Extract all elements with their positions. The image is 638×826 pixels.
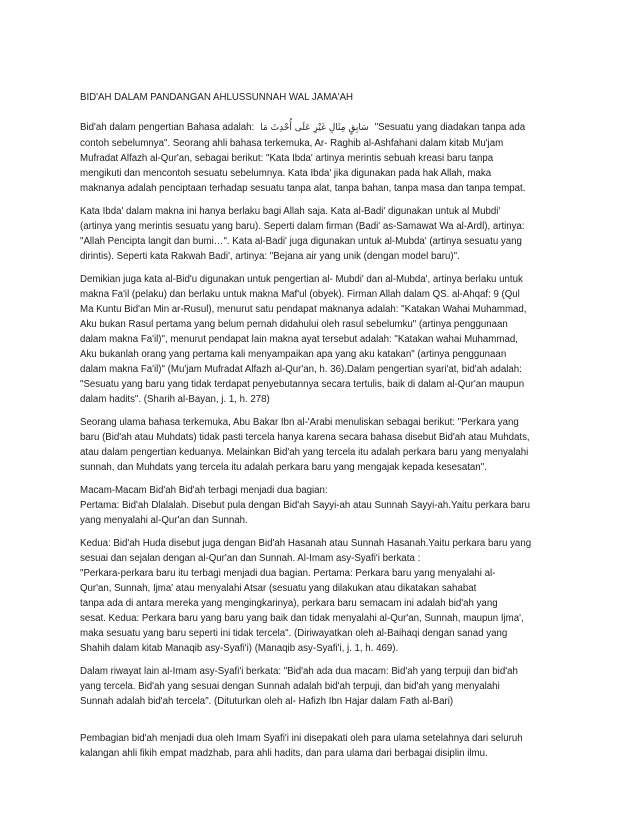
text-line: Aku bukanlah orang yang pertama kali menyampaikan apa yang aku katakan" (artinya penggunaan <box>80 349 507 360</box>
paragraph <box>80 204 560 264</box>
text-line: Seorang ulama bahasa terkemuka, Abu Bakar Ibn al-'Arabi menuliskan sebagai berikut: "Perkara yang <box>80 417 519 428</box>
text-line: "Allah Pencipta langit dan bumi…". Kata al-Badi' juga digunakan untuk al-Mubda' (artinya sesuatu yang <box>80 236 522 247</box>
text-segment: "Sesuatu yang diadakan tanpa ada <box>374 122 526 133</box>
text-line: Aku bukan Rasul pertama yang belum pernah didahului oleh rasul sebelumku" (artinya penggunaan <box>80 319 508 330</box>
text-line: Pembagian bid'ah menjadi dua oleh Imam Syafi'i ini disepakati oleh para ulama setelahnya dari seluruh <box>80 733 523 744</box>
text-line: kalangan ahli fikih empat madzhab, para ahli hadits, dan para ulama dari berbagai disiplin ilmu. <box>80 748 488 759</box>
text-line: Demikian juga kata al-Bid'u digunakan untuk pengertian al- Mubdi' dan al-Mubda', artinya berlaku untuk <box>80 274 523 285</box>
text-line: sesat. Kedua: Perkara baru yang baru yang baik dan tidak menyalahi al-Qur'an, Sunnah, maupun Ijma', <box>80 613 524 624</box>
text-line: Macam-Macam Bid'ah Bid'ah terbagi menjadi dua bagian: <box>80 485 328 496</box>
text-line: dalam makna Fa'il)" (Mu'jam Mufradat Alfazh al-Qur'an, h. 36).Dalam pengertian syari'at, bid'ah adalah: <box>80 364 522 375</box>
text-line: baru (Bid'ah atau Muhdats) tidak pasti tercela hanya karena secara bahasa disebut Bid'ah atau Muhdats, <box>80 432 530 443</box>
paragraph <box>80 272 560 407</box>
paragraph <box>80 664 560 709</box>
text-line: sunnah, dan Muhdats yang tercela itu adalah perkara baru yang mengajak kepada kesesatan". <box>80 462 487 473</box>
text-line: Kedua: Bid'ah Huda disebut juga dengan Bid'ah Hasanah atau Sunnah Hasanah.Yaitu perkara baru yang <box>80 538 532 549</box>
text-line: dirintis). Seperti kata Rakwah Badi', artinya: "Bejana air yang unik (dengan model baru)". <box>80 251 460 262</box>
arabic-phrase: سَابِقٍ مِثَالِ غَيْرِ عَلَى أُحْدِثَ مَا <box>260 123 369 133</box>
text-line: Dalam riwayat lain al-Imam asy-Syafi'i berkata: "Bid'ah ada dua macam: Bid'ah yang terpuji dan bid'ah <box>80 666 518 677</box>
text-line: maka sesuatu yang baru seperti ini tidak tercela". (Diriwayatkan oleh al-Baihaqi dengan sanad yang <box>80 628 508 639</box>
paragraph <box>80 731 560 761</box>
text-line: yang menyalahi al-Qur'an dan Sunnah. <box>80 515 248 526</box>
text-line: Ma Kuntu Bid'an Min ar-Rusul), menurut satu pendapat maknanya adalah: "Katakan Wahai Muhammad, <box>80 304 527 315</box>
document-title: BID'AH DALAM PANDANGAN AHLUSSUNNAH WAL JAMA'AH <box>80 92 354 103</box>
text-line: Qur'an, Sunnah, Ijma' atau menyalahi Atsar (sesuatu yang dilakukan atau dikatakan sahabat <box>80 583 477 594</box>
text-line: Kata Ibda' dalam makna ini hanya berlaku bagi Allah saja. Kata al-Badi' digunakan untuk al Mubdi' <box>80 206 501 217</box>
text-line: mengikuti dan mencontoh sesuatu sebelumnya. Kata Ibda' jika digunakan pada hak Allah, maka <box>80 168 492 179</box>
text-segment: Bid'ah dalam pengertian Bahasa adalah: <box>80 122 255 133</box>
text-line: tanpa ada di antara mereka yang mengingkarinya), perkara baru semacam ini adalah bid'ah yang <box>80 598 498 609</box>
document-page <box>80 90 560 769</box>
text-line: atau dalam pengertian keduanya. Melainkan Bid'ah yang tercela itu adalah perkara baru yang menyalahi <box>80 447 529 458</box>
paragraph <box>80 415 560 475</box>
text-line: (artinya yang merintis sesuatu yang baru). Seperti dalam firman (Badi' as-Samawat Wa al-Ardl), artinya: <box>80 221 525 232</box>
paragraph <box>80 483 560 528</box>
paragraph <box>80 120 560 196</box>
text-line: Sunnah adalah bid'ah tercela". (Dituturkan oleh al- Hafizh Ibn Hajar dalam Fath al-Bari) <box>80 696 454 707</box>
text-line: Pertama: Bid'ah Dlalalah. Disebut pula dengan Bid'ah Sayyi-ah atau Sunnah Sayyi-ah.Yaitu perkara baru <box>80 500 530 511</box>
text-line: contoh sebelumnya". Seorang ahli bahasa terkemuka, Ar- Raghib al-Ashfahani dalam kitab Mu'jam <box>80 138 504 149</box>
paragraph <box>80 536 560 656</box>
document-body <box>80 120 560 761</box>
text-line: maknanya adalah penciptaan terhadap sesuatu tanpa alat, tanpa bahan, tanpa masa dan tanpa tempat. <box>80 183 526 194</box>
text-line <box>80 120 560 136</box>
text-line: dalam hadits". (Sharih al-Bayan, j. 1, h. 278) <box>80 394 270 405</box>
text-line: yang tercela. Bid'ah yang sesuai dengan Sunnah adalah bid'ah terpuji, dan bid'ah yang menyalahi <box>80 681 500 692</box>
text-line: sesuai dan sejalan dengan al-Qur'an dan Sunnah. Al-Imam asy-Syafi'i berkata : <box>80 553 421 564</box>
text-line: Mufradat Alfazh al-Qur'an, sebagai berikut: "Kata Ibda' artinya merintis sebuah kreasi baru tanpa <box>80 153 494 164</box>
text-line: "Sesuatu yang baru yang tidak terdapat penyebutannya secara tertulis, baik di dalam al-Qur'an maupun <box>80 379 525 390</box>
text-line: "Perkara-perkara baru itu terbagi menjadi dua bagian. Pertama: Perkara baru yang menyalahi al- <box>80 568 496 579</box>
text-line: Shahih dalam kitab Manaqib asy-Syafi'i) (Manaqib asy-Syafi'i, j. 1, h. 469). <box>80 643 399 654</box>
text-line: makna Fa'il (pelaku) dan berlaku untuk makna Maf'ul (obyek). Firman Allah dalam QS. al-Ahqaf: 9 (Qul <box>80 289 520 300</box>
text-line: dalam makna Fa'il)", menurut pendapat lain makna ayat tersebut adalah: "Katakan wahai Muhammad, <box>80 334 518 345</box>
